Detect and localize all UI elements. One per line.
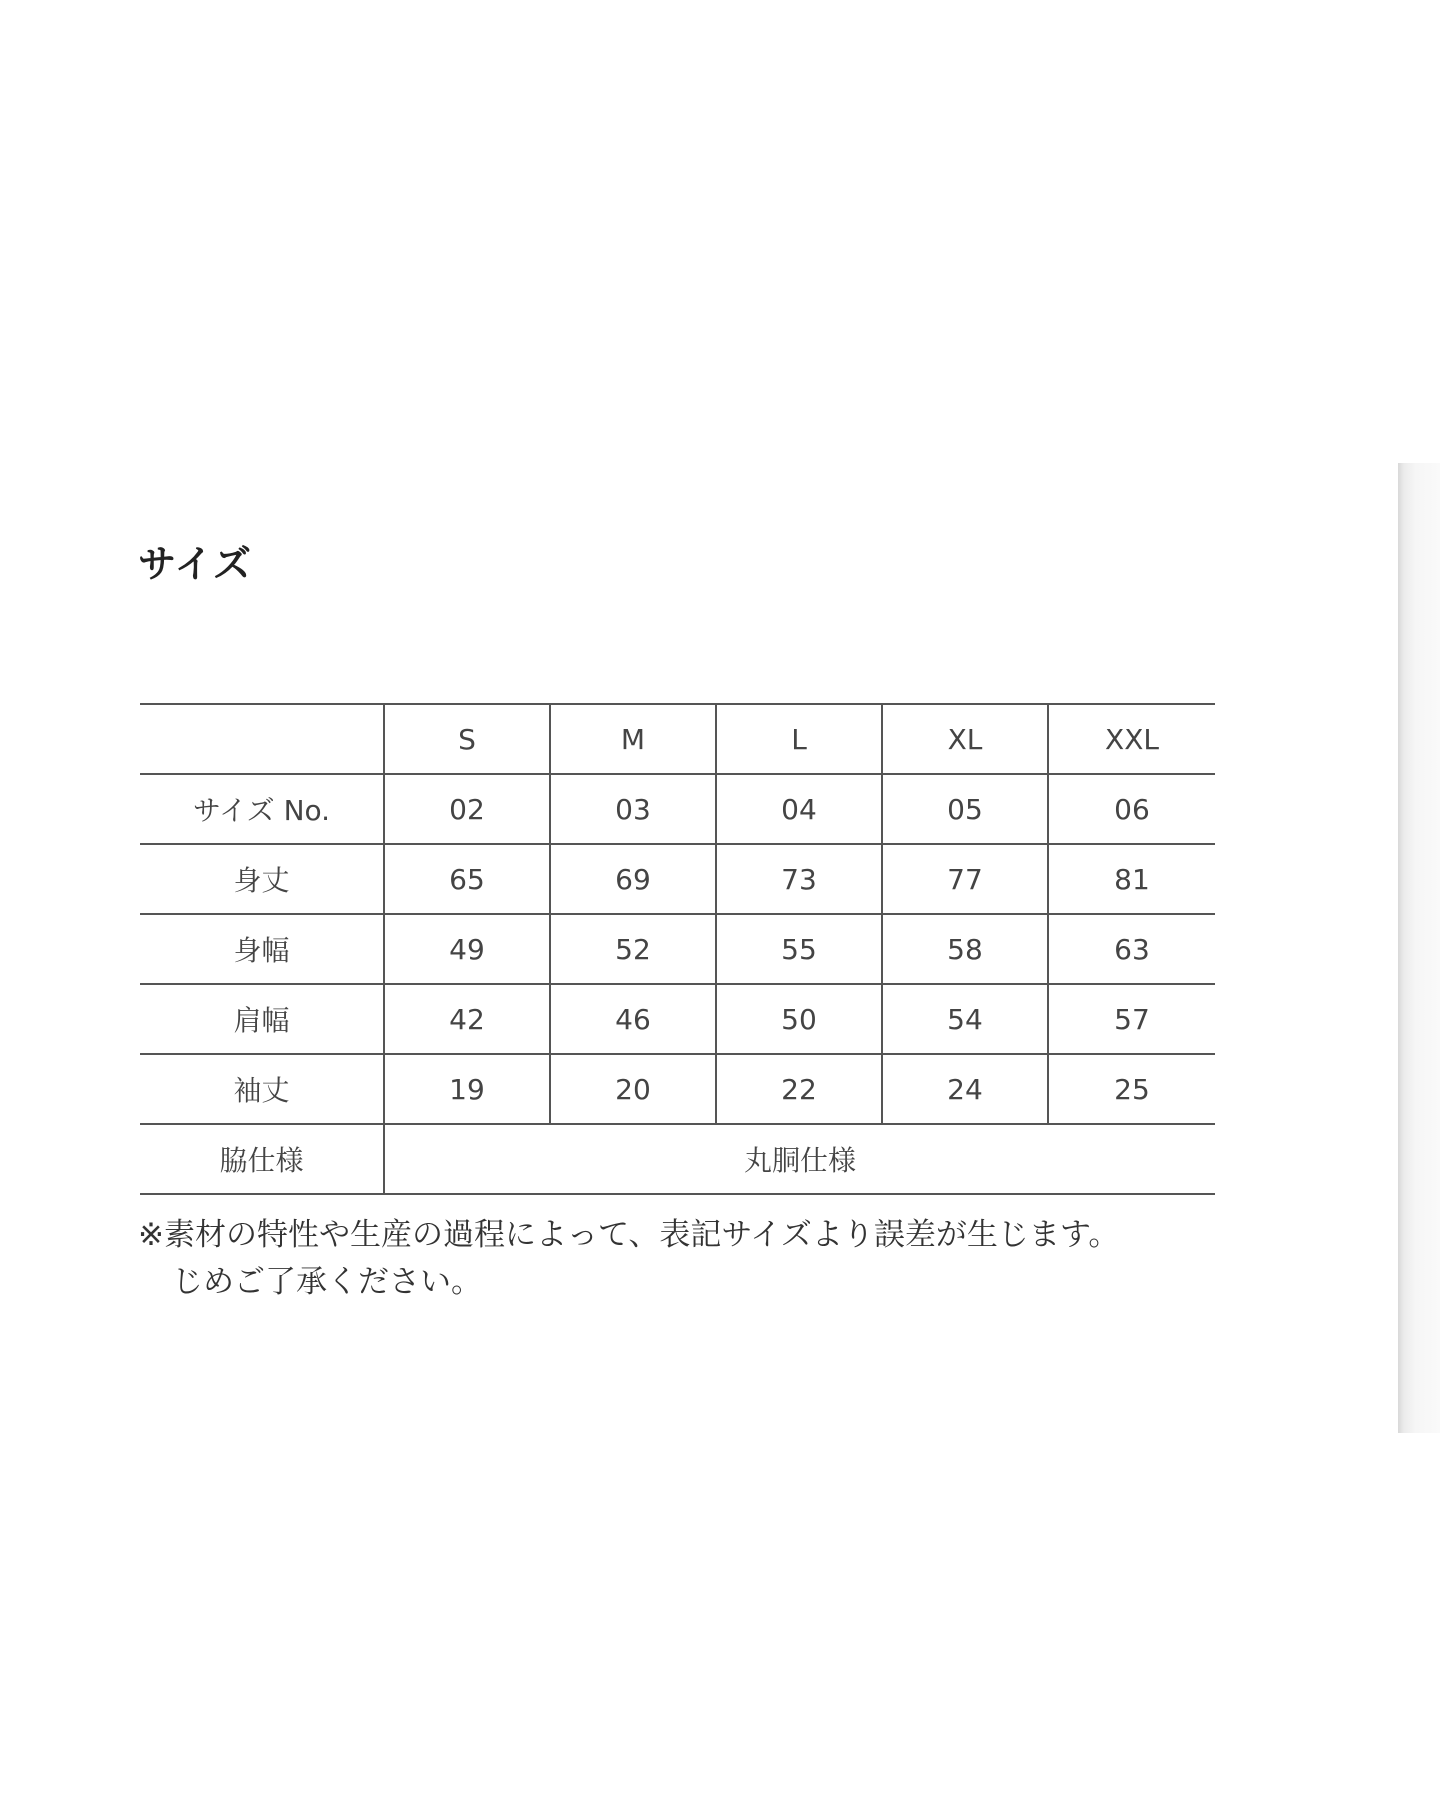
row-label: サイズ No. bbox=[140, 774, 384, 844]
table-cell: 57 bbox=[1048, 984, 1215, 1054]
table-cell: 55 bbox=[716, 914, 882, 984]
table-row bbox=[140, 1054, 1215, 1124]
table-cell: 63 bbox=[1048, 914, 1215, 984]
row-label: 肩幅 bbox=[140, 984, 384, 1054]
table-footer-row bbox=[140, 1124, 1215, 1194]
table-cell: 02 bbox=[384, 774, 550, 844]
size-table bbox=[140, 703, 1215, 1195]
row-label: 身丈 bbox=[140, 844, 384, 914]
table-row bbox=[140, 774, 1215, 844]
scroll-edge-shadow bbox=[1398, 463, 1440, 1433]
table-row bbox=[140, 914, 1215, 984]
table-cell: 03 bbox=[550, 774, 716, 844]
header-cell-size: L bbox=[716, 704, 882, 774]
header-cell-size: XXL bbox=[1048, 704, 1215, 774]
table-cell: 65 bbox=[384, 844, 550, 914]
table-cell: 04 bbox=[716, 774, 882, 844]
table-cell: 77 bbox=[882, 844, 1048, 914]
table-cell: 19 bbox=[384, 1054, 550, 1124]
section-title: サイズ bbox=[138, 542, 252, 586]
table-row bbox=[140, 984, 1215, 1054]
table-cell: 69 bbox=[550, 844, 716, 914]
header-cell-size: XL bbox=[882, 704, 1048, 774]
header-cell-size: S bbox=[384, 704, 550, 774]
table-cell: 06 bbox=[1048, 774, 1215, 844]
table-cell: 54 bbox=[882, 984, 1048, 1054]
row-label: 脇仕様 bbox=[140, 1124, 384, 1194]
table-cell: 58 bbox=[882, 914, 1048, 984]
table-cell: 05 bbox=[882, 774, 1048, 844]
table-cell: 46 bbox=[550, 984, 716, 1054]
table-cell: 73 bbox=[716, 844, 882, 914]
merged-cell: 丸胴仕様 bbox=[384, 1124, 1215, 1194]
header-cell-empty bbox=[140, 704, 384, 774]
table-row bbox=[140, 844, 1215, 914]
table-cell: 42 bbox=[384, 984, 550, 1054]
table-cell: 49 bbox=[384, 914, 550, 984]
note-line-1: ※素材の特性や生産の過程によって、表記サイズより誤差が生じます。 bbox=[138, 1217, 1120, 1253]
note-line-2: じめご了承ください。 bbox=[172, 1264, 482, 1300]
table-header-row bbox=[140, 704, 1215, 774]
header-cell-size: M bbox=[550, 704, 716, 774]
table-cell: 24 bbox=[882, 1054, 1048, 1124]
row-label: 袖丈 bbox=[140, 1054, 384, 1124]
table-cell: 22 bbox=[716, 1054, 882, 1124]
table-cell: 50 bbox=[716, 984, 882, 1054]
table-cell: 20 bbox=[550, 1054, 716, 1124]
table-cell: 25 bbox=[1048, 1054, 1215, 1124]
row-label: 身幅 bbox=[140, 914, 384, 984]
table-cell: 81 bbox=[1048, 844, 1215, 914]
table-cell: 52 bbox=[550, 914, 716, 984]
size-note bbox=[138, 1212, 1213, 1306]
